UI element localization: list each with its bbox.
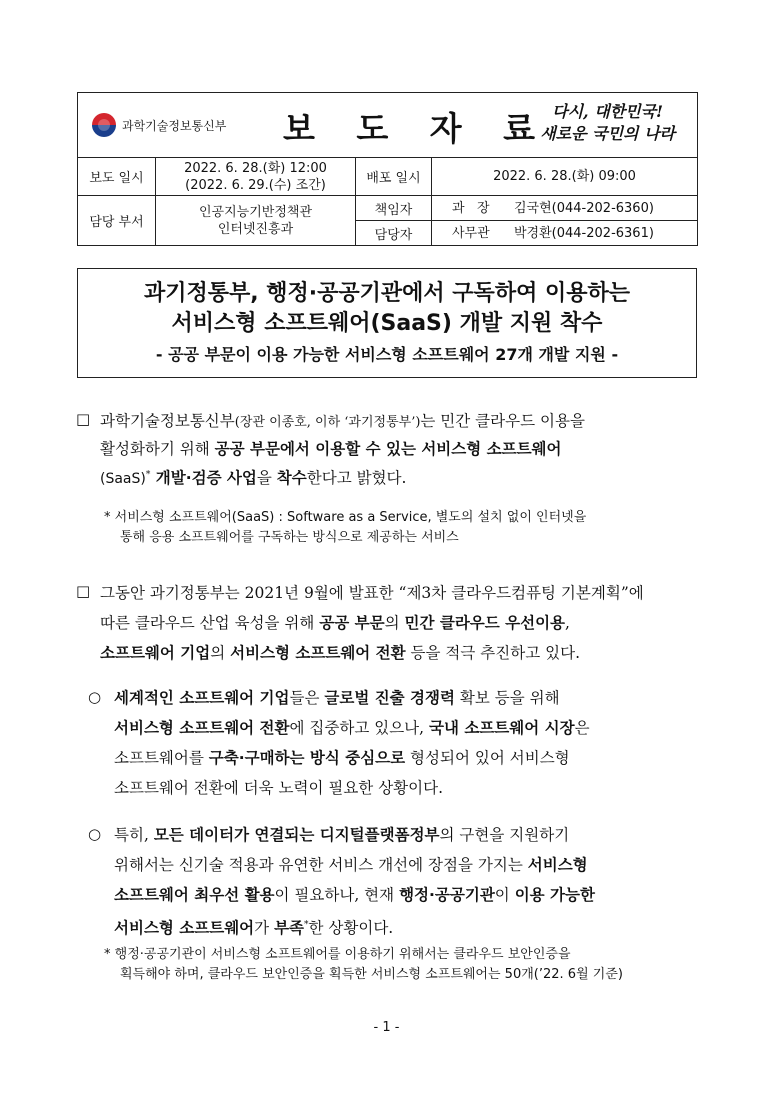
footnote-1: [104, 508, 704, 548]
footnote-2-line-1: * 행정·공공기관이 서비스형 소프트웨어를 이용하기 위해서는 클라우드 보안인증을: [104, 947, 571, 962]
footnote-2-line-2: 획득해야 하며, 클라우드 보안인증을 획득한 서비스형 소프트웨어는 50개(’22. 6월 기준): [120, 967, 623, 982]
contact-name: 박경환(044-202-6361): [514, 225, 654, 241]
p1-emphasis: 착수: [276, 469, 307, 488]
release-date-value: [156, 158, 356, 196]
p2-text: 의: [384, 614, 405, 632]
dept-value: [156, 196, 356, 246]
government-slogan: [540, 101, 675, 145]
release-date-line-1: 2022. 6. 28.(화) 12:00: [184, 160, 327, 176]
p1-text: 는 민간 클라우드 이용을: [420, 412, 585, 430]
p2-text: 그동안 과기정통부는 2021년 9월에 발표한 “제3차 클라우드컴퓨팅 기본계획”에: [100, 584, 644, 602]
press-release-header: [77, 92, 697, 248]
p3-text: 형성되어 있어 서비스형: [405, 749, 570, 767]
p3-emphasis: 국내 소프트웨어 시장: [429, 719, 575, 737]
page-number: - 1 -: [373, 1020, 400, 1035]
headline-line-2: 서비스형 소프트웨어(SaaS) 개발 지원 착수: [171, 311, 603, 336]
p2-emphasis: 민간 클라우드 우선이용: [404, 614, 566, 632]
contact-title: 사무관: [452, 225, 490, 241]
slogan-line-2: 새로운 국민의 나라: [540, 124, 675, 143]
p1-emphasis: 공공 부문에서 이용할 수 있는 서비스형 소프트웨어: [214, 440, 562, 458]
p3-emphasis: 세계적인 소프트웨어 기업: [114, 689, 290, 707]
footnote-1-line-1: * 서비스형 소프트웨어(SaaS) : Software as a Service, 별도의 설치 없이 인터넷을: [104, 510, 587, 525]
p1-text: (장관 이종호, 이하 ‘과기정통부’): [234, 415, 421, 430]
p4-text: 이 필요하나, 현재: [274, 886, 400, 904]
p3-text: 에 집중하고 있으나,: [289, 719, 429, 737]
p3-text: 소프트웨어를: [114, 749, 209, 767]
manager-name: 김국현(044-202-6360): [514, 200, 654, 216]
headline-line-1: 과기정통부, 행정·공공기관에서 구독하여 이용하는: [144, 281, 630, 306]
manager-title: 과 장: [452, 200, 490, 216]
p4-emphasis: 서비스형 소프트웨어: [114, 919, 255, 938]
p1-text: 을: [256, 469, 277, 488]
distribute-date-value: 2022. 6. 28.(화) 09:00: [432, 158, 698, 196]
p1-text: 한다고 밝혔다.: [306, 469, 407, 488]
p4-text: 가: [254, 919, 275, 938]
dept-line-1: 인공지능기반정책관: [198, 204, 313, 220]
footnote-mark: *: [304, 920, 309, 930]
distribute-date-label: 배포 일시: [356, 158, 432, 196]
p3-emphasis: 서비스형 소프트웨어 전환: [114, 719, 290, 737]
headline-subtitle: - 공공 부문이 이용 가능한 서비스형 소프트웨어 27개 개발 지원 -: [155, 345, 619, 364]
p2-emphasis: 공공 부문: [319, 614, 385, 632]
p3-emphasis: 구축·구매하는 방식 중심으로: [208, 749, 406, 767]
p4-emphasis: 서비스형: [527, 856, 588, 874]
circle-bullet: ○: [88, 688, 102, 706]
footnote-1-line-2: 통해 응용 소프트웨어를 구독하는 방식으로 제공하는 서비스: [120, 530, 459, 545]
p2-text: 따른 클라우드 산업 육성을 위해: [100, 614, 320, 632]
p4-text: 특히,: [114, 826, 154, 844]
p1-text: 과학기술정보통신부: [100, 412, 235, 430]
p2-text: 의: [210, 644, 231, 662]
paragraph-2: [100, 578, 700, 668]
headline-box: [77, 268, 697, 378]
ministry-name: 과학기술정보통신부: [122, 118, 227, 133]
p1-emphasis: 개발·검증 사업: [150, 469, 257, 488]
p4-emphasis: 모든 데이터가 연결되는 디지털플랫폼정부: [153, 826, 440, 844]
p4-text: 이: [494, 886, 515, 904]
dept-line-2: 인터넷진흥과: [217, 221, 294, 237]
p1-text: (SaaS): [100, 471, 146, 488]
p2-emphasis: 소프트웨어 기업: [100, 644, 211, 662]
contact-label: 담당자: [356, 221, 432, 246]
p4-text: 위해서는 신기술 적용과 유연한 서비스 개선에 장점을 가지는: [114, 856, 528, 874]
p4-emphasis: 이용 가능한: [514, 886, 595, 904]
square-bullet: □: [76, 582, 91, 600]
p4-text: 한 상황이다.: [308, 919, 394, 938]
press-release-title: 보 도 자 료: [283, 109, 550, 148]
contact-info: [432, 221, 698, 246]
manager-info: [432, 196, 698, 221]
header-banner: [78, 93, 698, 158]
release-date-label: 보도 일시: [78, 158, 156, 196]
taegeuk-emblem-icon: [92, 113, 116, 137]
paragraph-4: [114, 820, 704, 943]
square-bullet: □: [76, 410, 91, 428]
paragraph-3: [114, 683, 704, 803]
p2-text: 등을 적극 추진하고 있다.: [405, 644, 580, 662]
p4-text: 의 구현을 지원하기: [439, 826, 570, 844]
p1-text: 활성화하기 위해: [100, 440, 215, 458]
paragraph-1: [100, 408, 700, 492]
p4-emphasis: 소프트웨어 최우선 활용: [114, 886, 275, 904]
p2-emphasis: 서비스형 소프트웨어 전환: [230, 644, 406, 662]
dept-label: 담당 부서: [78, 196, 156, 246]
circle-bullet: ○: [88, 825, 102, 843]
p3-text: 소프트웨어 전환에 더욱 노력이 필요한 상황이다.: [114, 779, 444, 797]
ministry-logo: [92, 113, 226, 137]
manager-label: 책임자: [356, 196, 432, 221]
release-date-line-2: (2022. 6. 29.(수) 조간): [185, 177, 326, 193]
p4-emphasis: 부족: [274, 919, 305, 938]
p3-text: 확보 등을 위해: [454, 689, 560, 707]
slogan-line-1: 다시, 대한민국!: [552, 102, 664, 121]
p3-text: 은: [574, 719, 590, 737]
footnote-mark: *: [145, 470, 151, 480]
p3-emphasis: 글로벌 진출 경쟁력: [324, 689, 455, 707]
p2-text: ,: [565, 614, 570, 632]
p3-text: 들은: [289, 689, 325, 707]
p4-emphasis: 행정·공공기관: [399, 886, 495, 904]
footnote-2: [104, 945, 714, 985]
